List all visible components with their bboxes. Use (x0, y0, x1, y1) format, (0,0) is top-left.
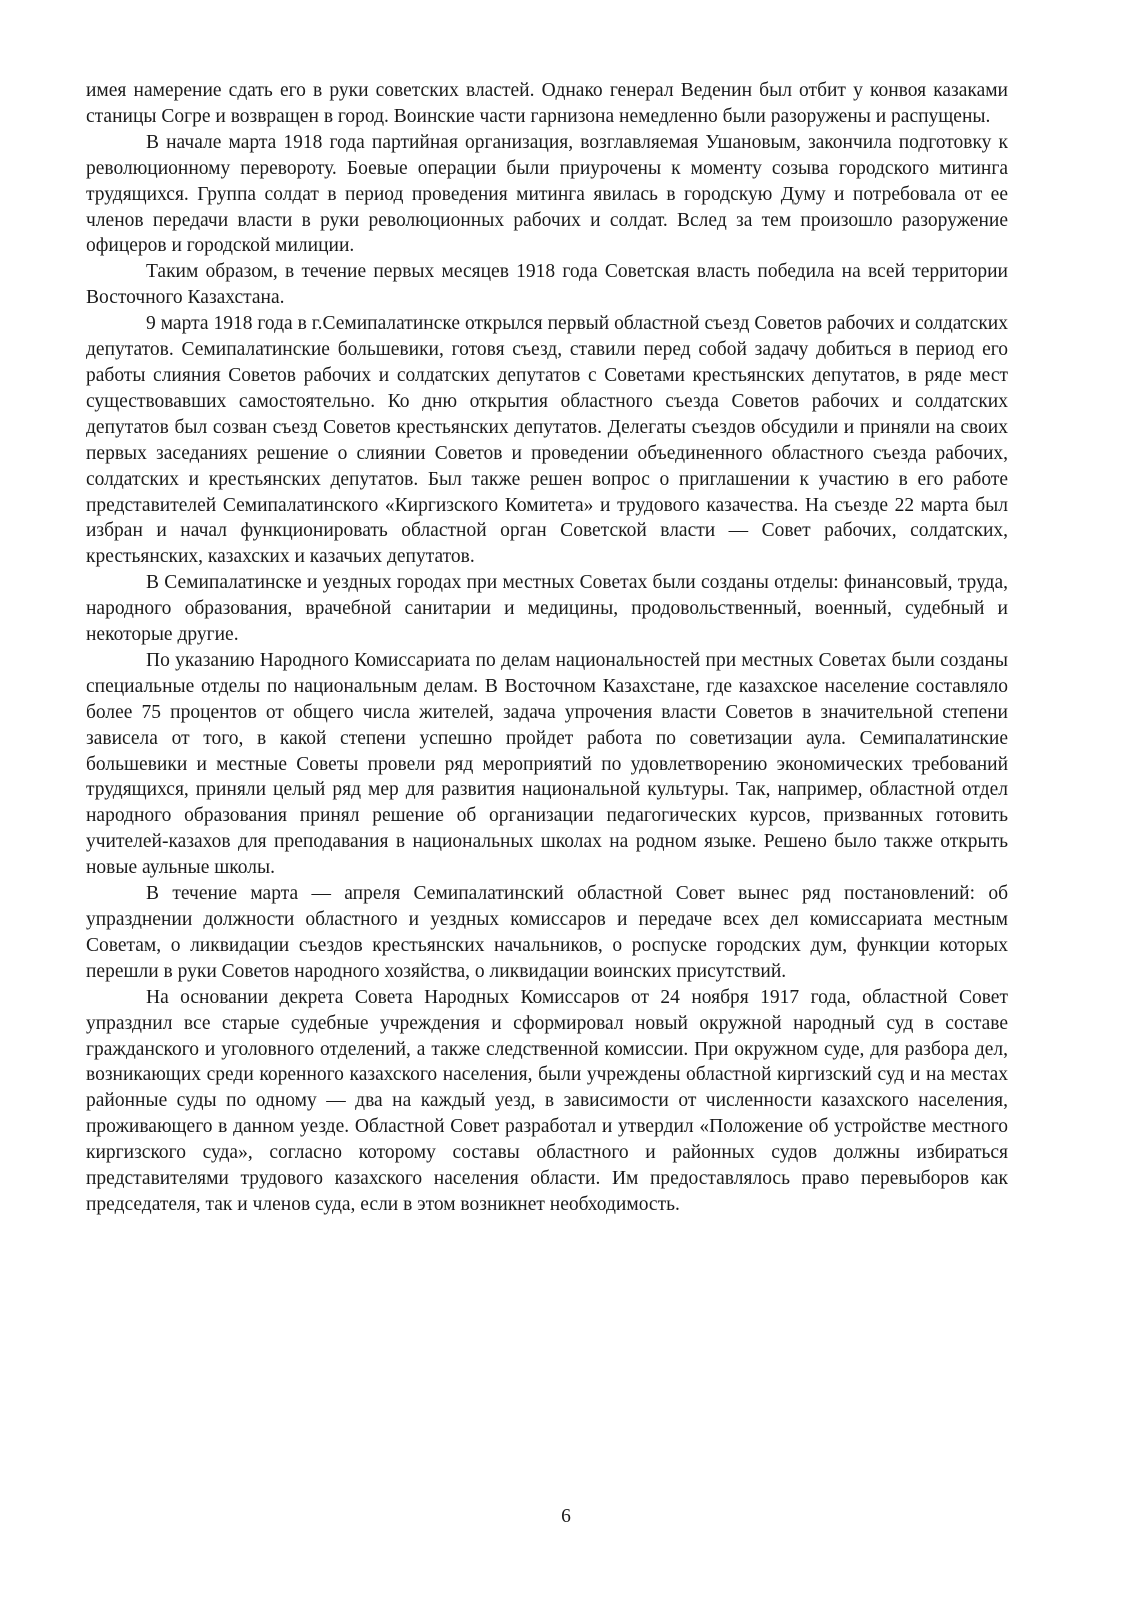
paragraph: Таким образом, в течение первых месяцев 1918 года Советская власть победила на всей территории Восточного Казахстана. (86, 261, 1008, 309)
document-page (86, 78, 1008, 1218)
paragraph: 9 марта 1918 года в г.Семипалатинске открылся первый областной съезд Советов рабочих и солдатских депутатов. Семипалатинские большевики, готовя съезд, ставили перед собой задачу добиться в период его работы слияния Советов рабочих и солдатских депутатов с Советами крестьянских депутатов, в ряде мест существовавших самостоятельно. Ко дню открытия областного съезда Советов рабочих и солдатских депутатов был созван съезд Советов крестьянских депутатов. Делегаты съездов обсудили и приняли на своих первых заседаниях решение о слиянии Советов и проведении объединенного областного съезда рабочих, солдатских и крестьянских депутатов. Был также решен вопрос о приглашении к участию в его работе представителей Семипалатинского «Киргизского Комитета» и трудового казачества. На съезде 22 марта был избран и начал функционировать областной орган Советской власти — Совет рабочих, солдатских, крестьянских, казахских и казачьих депутатов. (86, 313, 1008, 568)
paragraph: На основании декрета Совета Народных Комиссаров от 24 ноября 1917 года, областной Совет упразднил все старые судебные учреждения и сформировал новый окружной народный суд в составе гражданского и уголовного отделений, а также следственной комиссии. При окружном суде, для разбора дел, возникающих среди коренного казахского населения, были учреждены областной киргизский суд и на местах районные суды по одному — два на каждый уезд, в зависимости от численности казахского населения, проживающего в данном уезде. Областной Совет разработал и утвердил «Положение об устройстве местного киргизского суда», согласно которому составы областного и районных судов должны избираться представителями трудового казахского населения области. Им предоставлялось право перевыборов как председателя, так и членов суда, если в этом возникнет необходимость. (86, 986, 1008, 1215)
paragraph: В течение марта — апреля Семипалатинский областной Совет вынес ряд постановлений: об упразднении должности областного и уездных комиссаров и передаче всех дел комиссариата местным Советам, о ликвидации съездов крестьянских начальников, о роспуске городских дум, функции которых перешли в руки Советов народного хозяйства, о ликвидации воинских присутствий. (86, 883, 1008, 982)
paragraph-continuation: имея намерение сдать его в руки советских властей. Однако генерал Веденин был отбит у конвоя казаками станицы Согре и возвращен в город. Воинские части гарнизона немедленно были разоружены и распущены. (86, 80, 1008, 127)
paragraph: В начале марта 1918 года партийная организация, возглавляемая Ушановым, закончила подготовку к революционному перевороту. Боевые операции были приурочены к моменту созыва городского митинга трудящихся. Группа солдат в период проведения митинга явилась в городскую Думу и потребовала от ее членов передачи власти в руки революционных рабочих и солдат. Вслед за тем произошло разоружение офицеров и городской милиции. (86, 131, 1008, 257)
page-number: 6 (561, 1506, 571, 1527)
paragraph: В Семипалатинске и уездных городах при местных Советах были созданы отделы: финансовый, труда, народного образования, врачебной санитарии и медицины, продовольственный, военный, судебный и некоторые другие. (86, 572, 1008, 646)
paragraph: По указанию Народного Комиссариата по делам национальностей при местных Советах были созданы специальные отделы по национальным делам. В Восточном Казахстане, где казахское население составляло более 75 процентов от общего числа жителей, задача упрочения власти Советов в значительной степени зависела от того, в какой степени успешно пройдет работа по советизации аула. Семипалатинские большевики и местные Советы провели ряд мероприятий по удовлетворению экономических требований трудящихся, приняли целый ряд мер для развития национальной культуры. Так, например, областной отдел народного образования принял решение об организации педагогических курсов, призванных готовить учителей-казахов для преподавания в национальных школах на родном языке. Решено было также открыть новые аульные школы. (86, 649, 1008, 879)
